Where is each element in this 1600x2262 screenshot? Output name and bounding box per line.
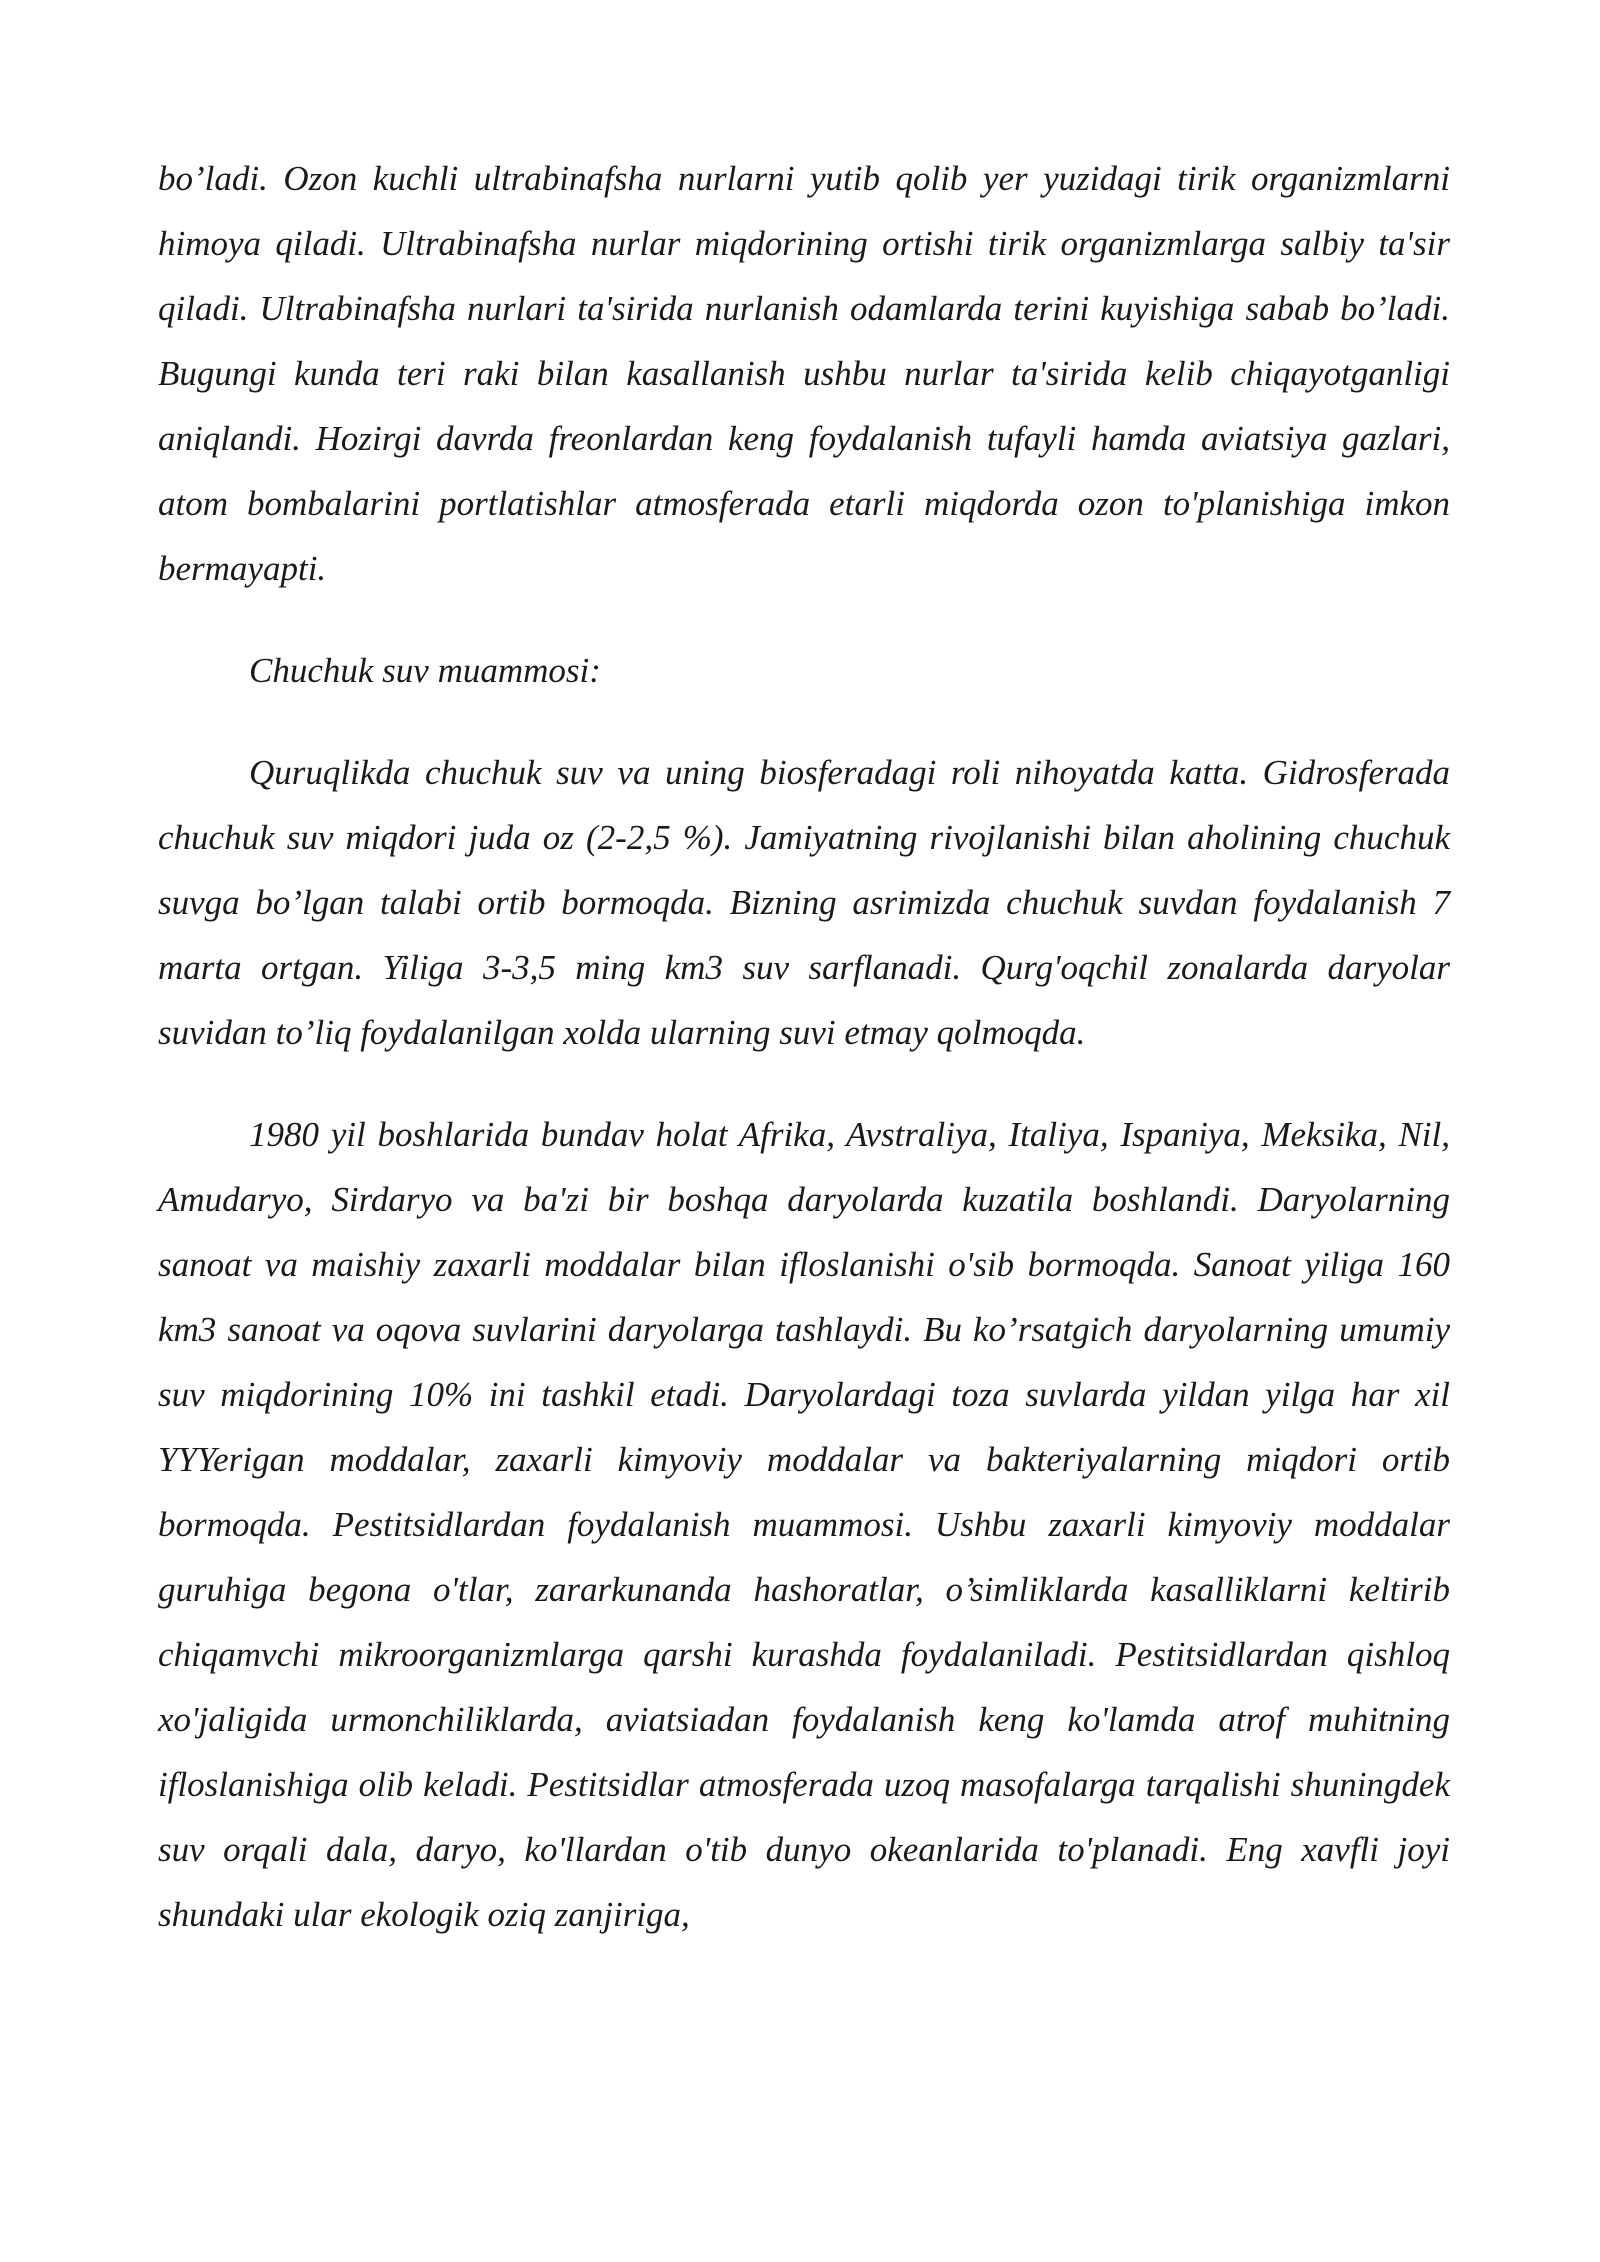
paragraph-rivers-pesticides: 1980 yil boshlarida bundav holat Afrika, Avstraliya, Italiya, Ispaniya, Meksika, Nil, Amudaryo, Sirdaryo va ba'zi bir boshqa daryolarda kuzatila boshlandi. Daryolarning sanoat va maishiy zaxarli moddalar bilan ifloslanishi o'sib bormoqda. Sanoat yiliga 160 km3 sanoat va oqova suvlarini daryolarga tashlaydi. Bu ko’rsatgich daryolarning umumiy suv miqdorining 10% ini tashkil etadi. Daryolardagi toza suvlarda yildan yilga har xil YYYerigan moddalar, zaxarli kimyoviy moddalar va bakteriyalarning miqdori ortib bormoqda. Pestitsidlardan foydalanish muammosi. Ushbu zaxarli kimyoviy moddalar guruhiga begona o'tlar, zararkunanda hashoratlar, o’simliklarda kasalliklarni keltirib chiqamvchi mikroorganizmlarga qarshi kurashda foydalaniladi. Pestitsidlardan qishloq xo'jaligida urmonchiliklarda, aviatsiadan foydalanish keng ko'lamda atrof muhitning ifloslanishiga olib keladi. Pestitsidlar atmosferada uzoq masofalarga tarqalishi shuningdek suv orqali dala, daryo, ko'llardan o'tib dunyo okeanlarida to'planadi. Eng xavfli joyi shundaki ular ekologik oziq zanjiriga, <box>158 1115 1450 1934</box>
paragraph-ozone: bo’ladi. Ozon kuchli ultrabinafsha nurlarni yutib qolib yer yuzidagi tirik organizmlarni himoya qiladi. Ultrabinafsha nurlar miqdorining ortishi tirik organizmlarga salbiy ta'sir qiladi. Ultrabinafsha nurlari ta'sirida nurlanish odamlarda terini kuyishiga sabab bo’ladi. Bugungi kunda teri raki bilan kasallanish ushbu nurlar ta'sirida kelib chiqayotganligi aniqlandi. Hozirgi davrda freonlardan keng foydalanish tufayli hamda aviatsiya gazlari, atom bombalarini portlatishlar atmosferada etarli miqdorda ozon to'planishiga imkon bermayapti. <box>158 159 1450 588</box>
paragraph-fresh-water: Quruqlikda chuchuk suv va uning biosferadagi roli nihoyatda katta. Gidrosferada chuchuk suv miqdori juda oz (2-2,5 %). Jamiyatning rivojlanishi bilan aholining chuchuk suvga bo’lgan talabi ortib bormoqda. Bizning asrimizda chuchuk suvdan foydalanish 7 marta ortgan. Yiliga 3-3,5 ming km3 suv sarflanadi. Qurg'oqchil zonalarda daryolar suvidan to’liq foydalanilgan xolda ularning suvi etmay qolmoqda. <box>158 753 1450 1052</box>
document-body <box>158 146 1450 1947</box>
section-heading-fresh-water: Chuchuk suv muammosi: <box>249 651 601 690</box>
